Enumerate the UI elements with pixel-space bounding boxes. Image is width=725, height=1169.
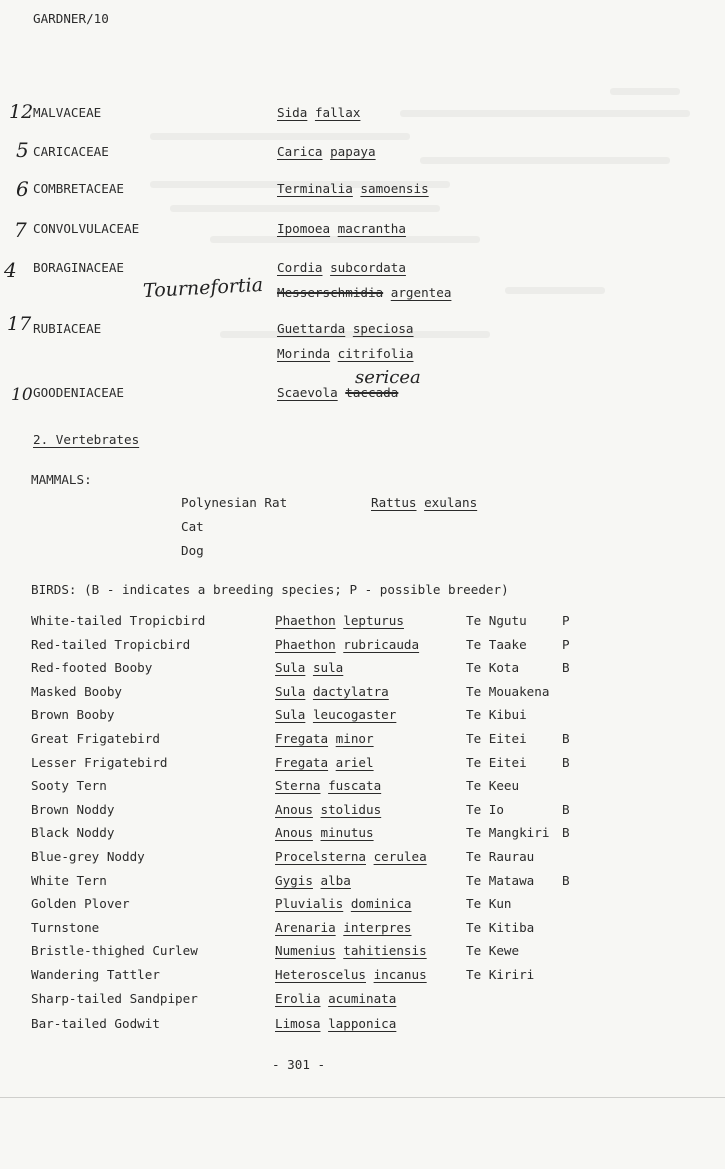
bird-common-name: Masked Booby [31,683,122,699]
genus: Guettarda [277,321,346,336]
breeding-status: P [562,636,570,652]
breeding-status: P [562,613,570,628]
mammal-scientific-name [371,495,477,510]
species: citrifolia [337,346,414,361]
mammal-common-name: Polynesian Rat [181,495,288,510]
bird-scientific-name [275,778,381,793]
genus: Sula [275,707,306,723]
bird-common-name: Golden Plover [31,896,130,912]
species: exulans [424,495,478,510]
family-name: CONVOLVULACEAE [33,221,140,236]
breeding-status: B [562,754,570,770]
bird-scientific-name [275,731,374,746]
handwritten-count: 4 [4,258,17,282]
family-name: CARICACEAE [33,144,109,159]
species: dactylatra [312,683,389,699]
species-line [277,221,406,236]
species: subcordata [330,260,406,275]
breeding-status: B [562,872,570,888]
bird-common-name: Wandering Tattler [31,967,160,982]
genus: Fregata [275,754,329,770]
genus: Heteroscelus [275,967,366,982]
species: argentea [390,285,452,300]
species: tahitiensis [343,943,427,959]
family-name: GOODENIACEAE [33,385,124,400]
genus: Anous [275,825,313,841]
bird-common-name: White-tailed Tropicbird [31,613,206,628]
bird-common-name: Great Frigatebird [31,731,160,746]
bird-scientific-name [275,991,396,1006]
species-line [277,346,414,361]
family-name: MALVACEAE [33,105,102,120]
species: minor [335,731,374,746]
bird-common-name: White Tern [31,872,107,888]
handwritten-count: 5 [16,138,29,162]
species: macrantha [337,221,406,236]
species-line [277,105,360,120]
species-line [277,285,451,300]
species: acuminata [328,990,397,1006]
species: fallax [314,105,361,120]
species: leucogaster [312,707,397,723]
bird-local-name: Te Mouakena [466,683,550,699]
bird-scientific-name [275,684,389,699]
bird-scientific-name [275,755,374,770]
species: sula [312,660,344,676]
species: interpres [343,919,412,935]
bird-local-name: Te Io [466,801,504,817]
genus: Phaethon [275,636,336,652]
family-name: COMBRETACEAE [33,181,124,196]
bird-local-name: Te Kun [466,896,512,912]
genus: Erolia [275,990,321,1006]
family-name: RUBIACEAE [33,321,102,336]
bird-local-name: Te Raurau [466,849,535,864]
genus: Fregata [275,731,329,746]
page-header: GARDNER/10 [33,11,109,26]
bird-scientific-name [275,613,404,628]
bird-scientific-name [275,943,427,958]
bird-common-name: Red-footed Booby [31,660,153,676]
bird-local-name: Te Keeu [466,778,520,794]
genus: Numenius [275,943,336,959]
species: lapponica [328,1016,397,1031]
breeding-status: B [562,731,570,746]
bird-local-name: Te Ngutu [466,613,527,628]
bird-scientific-name [275,849,427,864]
bird-scientific-name [275,637,419,652]
bird-common-name: Black Noddy [31,825,115,841]
bird-local-name: Te Kewe [466,943,520,959]
bird-scientific-name [275,1016,396,1031]
mammal-common-name: Dog [181,543,204,558]
section-heading: 2. Vertebrates [33,432,140,447]
bird-local-name: Te Kitiba [466,919,535,935]
species: minutus [320,825,374,841]
genus: Sida [277,105,308,120]
species: fuscata [328,778,382,794]
handwritten-count: 7 [14,218,27,242]
species: incanus [373,967,427,982]
species: papaya [330,144,376,159]
breeding-status: B [562,660,570,676]
bird-scientific-name [275,707,396,722]
bird-scientific-name [275,896,412,911]
bird-local-name: Te Eitei [466,754,527,770]
handwritten-count: 12 [9,101,34,123]
bird-scientific-name [275,802,381,817]
handwritten-count: 10 [11,385,33,405]
genus: Carica [277,144,323,159]
species-line [277,181,429,196]
bird-common-name: Red-tailed Tropicbird [31,636,191,652]
genus: Procelsterna [275,849,366,864]
genus: Phaethon [275,613,336,628]
page-number: - 301 - [272,1057,326,1072]
genus: Terminalia [277,181,353,196]
species-line [277,260,406,275]
genus: Ipomoea [277,221,331,236]
species: alba [320,872,351,888]
breeding-status: B [562,825,570,841]
page-edge-divider [0,1097,725,1098]
bird-scientific-name [275,873,351,888]
bird-common-name: Sharp-tailed Sandpiper [31,990,198,1006]
birds-heading: BIRDS: (B - indicates a breeding species; P - possible breeder) [31,582,509,597]
handwritten-correction: Tournefortia [142,273,264,303]
genus: Sula [275,683,306,699]
genus: Arenaria [275,919,336,935]
bird-local-name: Te Mangkiri [466,825,550,841]
bird-local-name: Te Taake [466,636,527,652]
mammal-common-name: Cat [181,519,204,534]
bird-common-name: Bar-tailed Godwit [31,1016,160,1031]
genus: Gygis [275,872,313,888]
bird-scientific-name [275,660,343,675]
bird-common-name: Brown Noddy [31,801,115,817]
genus: Sterna [275,778,321,794]
species: dominica [350,896,412,912]
genus: Rattus [371,495,417,510]
species-line [277,144,376,159]
bird-scientific-name [275,825,374,840]
species: samoensis [360,181,429,196]
bird-local-name: Te Kiriri [466,967,535,982]
bird-common-name: Brown Booby [31,707,115,723]
bird-common-name: Turnstone [31,919,100,935]
genus: Cordia [277,260,323,275]
bird-common-name: Lesser Frigatebird [31,754,168,770]
bird-local-name: Te Kibui [466,707,527,723]
genus: Sula [275,660,306,676]
species: speciosa [352,321,414,336]
handwritten-count: 17 [7,313,32,335]
handwritten-correction: sericea [355,367,421,388]
family-name: BORAGINACEAE [33,260,124,275]
bird-scientific-name [275,920,412,935]
species: taccada [345,385,399,400]
genus: Limosa [275,1016,321,1031]
species: cerulea [373,849,427,864]
species: lepturus [343,613,404,628]
genus: Pluvialis [275,896,344,912]
species: rubricauda [343,636,420,652]
bird-local-name: Te Eitei [466,731,527,746]
genus: Morinda [277,346,331,361]
species: stolidus [320,801,382,817]
species: ariel [335,754,374,770]
bird-scientific-name [275,967,427,982]
bird-local-name: Te Kota [466,660,520,676]
mammals-label: MAMMALS: [31,472,92,487]
bird-local-name: Te Matawa [466,872,535,888]
species-line [277,321,414,336]
genus: Anous [275,801,313,817]
genus: Scaevola [277,385,338,400]
bird-common-name: Blue-grey Noddy [31,849,145,864]
genus: Messerschmidia [277,285,384,300]
bird-common-name: Bristle-thighed Curlew [31,943,198,959]
handwritten-count: 6 [16,177,29,201]
bird-common-name: Sooty Tern [31,778,107,794]
breeding-status: B [562,801,570,817]
